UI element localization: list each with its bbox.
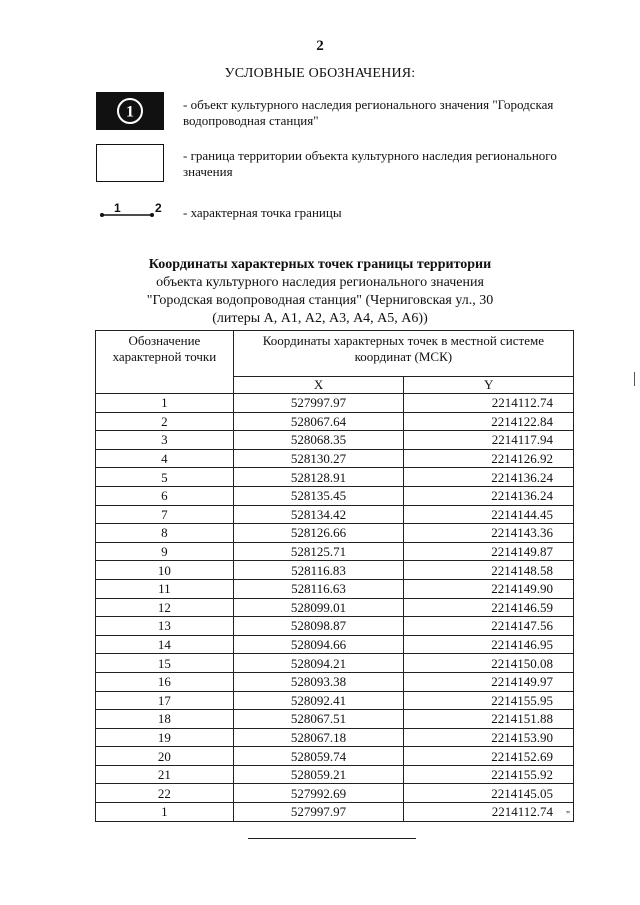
- y-coordinate-cell: 2214152.69: [404, 747, 574, 766]
- characteristic-point-symbol: [96, 200, 164, 222]
- point-number-cell: 1: [96, 394, 234, 413]
- signature-line: [248, 838, 416, 839]
- y-coordinate-cell: 2214112.74: [404, 394, 574, 413]
- table-row: [96, 617, 574, 636]
- x-coordinate-cell: 528128.91: [233, 468, 404, 487]
- table-heading-line3: "Городская водопроводная станция" (Черниговская ул., 30: [146, 293, 494, 308]
- table-row: [96, 803, 574, 822]
- y-coordinate-cell: 2214117.94: [404, 431, 574, 450]
- y-coordinate-cell: 2214151.88: [404, 710, 574, 729]
- table-row: [96, 542, 574, 561]
- table-row: [96, 394, 574, 413]
- table-row: [96, 728, 574, 747]
- table-row: [96, 486, 574, 505]
- y-coordinate-cell: 2214136.24: [404, 486, 574, 505]
- table-row: [96, 672, 574, 691]
- table-row: [96, 524, 574, 543]
- point-number-cell: 21: [96, 765, 234, 784]
- y-coordinate-cell: 2214150.08: [404, 654, 574, 673]
- point-number-cell: 3: [96, 431, 234, 450]
- legend-text-territory-boundary: - граница территории объекта культурного наследия регионального значения: [183, 148, 557, 179]
- table-row: [96, 579, 574, 598]
- table-row: [96, 449, 574, 468]
- point-number-cell: 15: [96, 654, 234, 673]
- point-label-second: 2: [155, 201, 162, 215]
- y-coordinate-cell: 2214126.92: [404, 449, 574, 468]
- point-number-cell: 4: [96, 449, 234, 468]
- table-row: [96, 784, 574, 803]
- point-number-cell: 14: [96, 635, 234, 654]
- x-coordinate-cell: 528134.42: [233, 505, 404, 524]
- table-row: [96, 765, 574, 784]
- point-number-cell: 20: [96, 747, 234, 766]
- point-number-cell: 6: [96, 486, 234, 505]
- legend-text-heritage-object: - объект культурного наследия регионального значения "Городская водопроводная станция": [183, 97, 554, 128]
- table-heading-line4: (литеры А, А1, А2, А3, А4, А5, А6)): [212, 311, 428, 326]
- x-coordinate-cell: 528094.66: [233, 635, 404, 654]
- column-header-y: Y: [404, 377, 574, 394]
- page-number: 2: [316, 38, 324, 54]
- x-coordinate-cell: 528135.45: [233, 486, 404, 505]
- y-coordinate-cell: 2214155.92: [404, 765, 574, 784]
- x-coordinate-cell: 528093.38: [233, 672, 404, 691]
- x-coordinate-cell: 528059.74: [233, 747, 404, 766]
- table-row: [96, 431, 574, 450]
- y-coordinate-cell: 2214146.95: [404, 635, 574, 654]
- table-row: [96, 598, 574, 617]
- table-row: [96, 412, 574, 431]
- table-row: [96, 691, 574, 710]
- y-coordinate-cell: 2214144.45: [404, 505, 574, 524]
- point-number-cell: 17: [96, 691, 234, 710]
- scan-edge-mark: [634, 372, 635, 386]
- table-heading-line2: объекта культурного наследия регионального значения: [156, 275, 484, 290]
- x-coordinate-cell: 528092.41: [233, 691, 404, 710]
- point-number-cell: 8: [96, 524, 234, 543]
- table-row: [96, 505, 574, 524]
- circled-number-icon: [115, 96, 145, 126]
- circled-number-label: 1: [126, 103, 134, 121]
- y-coordinate-cell: 2214155.95: [404, 691, 574, 710]
- point-number-cell: 11: [96, 579, 234, 598]
- point-line-icon: [96, 200, 164, 222]
- column-header-coordinates: Координаты характерных точек в местной системе координат (МСК): [233, 331, 573, 377]
- point-number-cell: 7: [96, 505, 234, 524]
- point-number-cell: 1: [96, 803, 234, 822]
- coordinates-table-body: [96, 394, 574, 822]
- x-coordinate-cell: 528116.83: [233, 561, 404, 580]
- x-coordinate-cell: 528130.27: [233, 449, 404, 468]
- x-coordinate-cell: 527997.97: [233, 394, 404, 413]
- point-number-cell: 18: [96, 710, 234, 729]
- table-row: [96, 710, 574, 729]
- coordinates-table: [95, 330, 574, 822]
- point-label-first: 1: [114, 201, 121, 215]
- y-coordinate-cell: 2214149.87: [404, 542, 574, 561]
- column-header-x: X: [233, 377, 404, 394]
- point-number-cell: 22: [96, 784, 234, 803]
- footer-mark: ": [566, 810, 571, 821]
- table-row: [96, 468, 574, 487]
- y-coordinate-cell: 2214146.59: [404, 598, 574, 617]
- territory-boundary-symbol: [96, 144, 164, 182]
- point-number-cell: 16: [96, 672, 234, 691]
- x-coordinate-cell: 528099.01: [233, 598, 404, 617]
- x-coordinate-cell: 528126.66: [233, 524, 404, 543]
- y-coordinate-cell: 2214147.56: [404, 617, 574, 636]
- x-coordinate-cell: 528125.71: [233, 542, 404, 561]
- point-number-cell: 12: [96, 598, 234, 617]
- y-coordinate-cell: 2214136.24: [404, 468, 574, 487]
- y-coordinate-cell: 2214149.90: [404, 579, 574, 598]
- point-number-cell: 5: [96, 468, 234, 487]
- x-coordinate-cell: 528116.63: [233, 579, 404, 598]
- point-number-cell: 19: [96, 728, 234, 747]
- y-coordinate-cell: 2214153.90: [404, 728, 574, 747]
- table-heading: [0, 256, 640, 328]
- x-coordinate-cell: 528067.18: [233, 728, 404, 747]
- x-coordinate-cell: 527997.97: [233, 803, 404, 822]
- x-coordinate-cell: 528067.51: [233, 710, 404, 729]
- y-coordinate-cell: 2214143.36: [404, 524, 574, 543]
- point-number-cell: 10: [96, 561, 234, 580]
- x-coordinate-cell: 528068.35: [233, 431, 404, 450]
- x-coordinate-cell: 528094.21: [233, 654, 404, 673]
- table-heading-line1: Координаты характерных точек границы территории: [148, 257, 492, 272]
- y-coordinate-cell: 2214145.05: [404, 784, 574, 803]
- table-row: [96, 561, 574, 580]
- legend-text-characteristic-point: - характерная точка границы: [183, 205, 342, 220]
- y-coordinate-cell: 2214149.97: [404, 672, 574, 691]
- point-number-cell: 9: [96, 542, 234, 561]
- y-coordinate-cell: 2214148.58: [404, 561, 574, 580]
- legend-title: УСЛОВНЫЕ ОБОЗНАЧЕНИЯ:: [224, 66, 416, 81]
- heritage-object-symbol: [96, 92, 164, 130]
- x-coordinate-cell: 527992.69: [233, 784, 404, 803]
- point-number-cell: 2: [96, 412, 234, 431]
- table-row: [96, 654, 574, 673]
- x-coordinate-cell: 528067.64: [233, 412, 404, 431]
- point-number-cell: 13: [96, 617, 234, 636]
- y-coordinate-cell: 2214122.84: [404, 412, 574, 431]
- y-coordinate-cell: 2214112.74: [404, 803, 574, 822]
- table-row: [96, 747, 574, 766]
- column-header-point: Обозначение характерной точки: [96, 331, 234, 394]
- table-row: [96, 635, 574, 654]
- x-coordinate-cell: 528098.87: [233, 617, 404, 636]
- x-coordinate-cell: 528059.21: [233, 765, 404, 784]
